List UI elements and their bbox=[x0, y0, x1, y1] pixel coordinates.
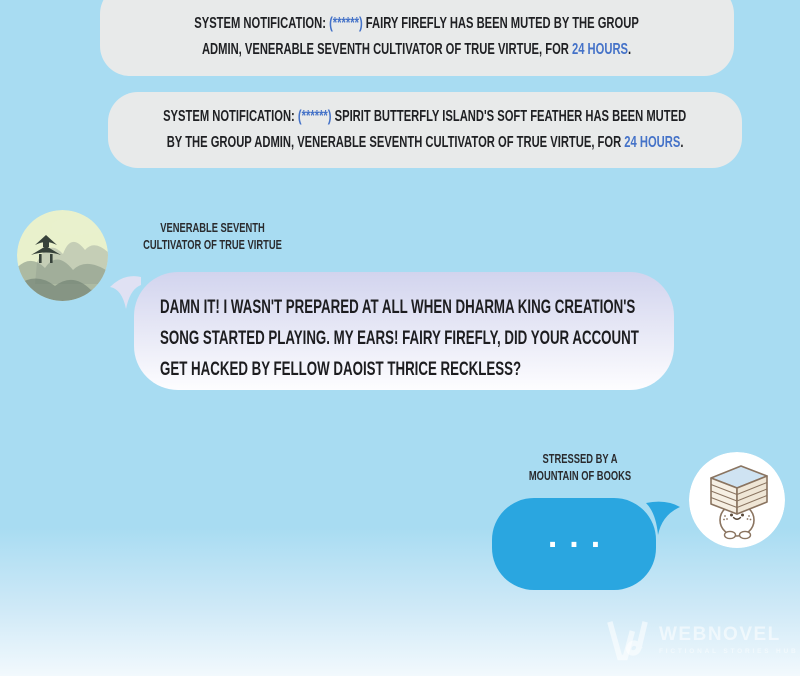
sender-name-line: STRESSED BY A bbox=[542, 451, 618, 466]
masked-username: (******) bbox=[329, 15, 364, 32]
watermark-tagline: FICTIONAL STORIES HUB bbox=[659, 648, 799, 655]
notification-text: . bbox=[680, 134, 684, 151]
notification-line bbox=[202, 37, 631, 63]
system-notification-bubble-2 bbox=[108, 92, 742, 168]
message-line: GET HACKED BY FELLOW DAOIST THRICE RECKLESS? bbox=[160, 359, 522, 380]
sender-name-left bbox=[100, 219, 325, 253]
message-line: DAMN IT! I WASN'T PREPARED AT ALL WHEN DHARMA KING CREATION'S bbox=[160, 297, 636, 318]
sender-name-line: MOUNTAIN OF BOOKS bbox=[528, 468, 632, 483]
mute-duration: 24 HOURS bbox=[572, 41, 629, 58]
sender-name-line: VENERABLE SEVENTH bbox=[160, 220, 265, 235]
webnovel-watermark-text bbox=[659, 620, 798, 655]
notification-text: SPIRIT BUTTERFLY ISLAND'S SOFT FEATHER HAS BEEN MUTED bbox=[331, 108, 687, 125]
masked-username: (******) bbox=[298, 108, 332, 125]
notification-line bbox=[195, 11, 640, 37]
notification-text: SYSTEM NOTIFICATION: bbox=[194, 15, 330, 32]
ink-landscape-avatar-image bbox=[17, 210, 108, 301]
mute-duration: 24 HOURS bbox=[624, 134, 681, 151]
notification-text: SYSTEM NOTIFICATION: bbox=[163, 108, 299, 125]
webnovel-logo-icon bbox=[606, 620, 650, 662]
avatar-stressed-by-books bbox=[689, 452, 785, 548]
notification-text: . bbox=[628, 41, 632, 58]
typing-bubble-right bbox=[492, 498, 656, 590]
watermark-brand: WEBNOVEL bbox=[659, 624, 781, 645]
book-stack-avatar-image bbox=[689, 452, 785, 548]
message-text bbox=[160, 292, 680, 385]
typing-dots: ... bbox=[547, 516, 613, 555]
notification-text: FAIRY FIREFLY HAS BEEN MUTED BY THE GROUP bbox=[363, 15, 640, 32]
sender-name-right bbox=[488, 450, 672, 484]
system-notification-bubble-1 bbox=[100, 0, 734, 76]
webnovel-watermark bbox=[606, 620, 798, 662]
notification-text: ADMIN, VENERABLE SEVENTH CULTIVATOR OF TRUE VIRTUE, FOR bbox=[202, 41, 573, 58]
notification-text: BY THE GROUP ADMIN, VENERABLE SEVENTH CULTIVATOR OF TRUE VIRTUE, FOR bbox=[166, 134, 625, 151]
notification-line bbox=[163, 104, 686, 130]
avatar-venerable-seventh bbox=[17, 210, 108, 301]
message-line: SONG STARTED PLAYING. MY EARS! FAIRY FIREFLY, DID YOUR ACCOUNT bbox=[160, 328, 639, 349]
notification-line bbox=[167, 130, 684, 156]
sender-name-line: CULTIVATOR OF TRUE VIRTUE bbox=[143, 237, 282, 252]
